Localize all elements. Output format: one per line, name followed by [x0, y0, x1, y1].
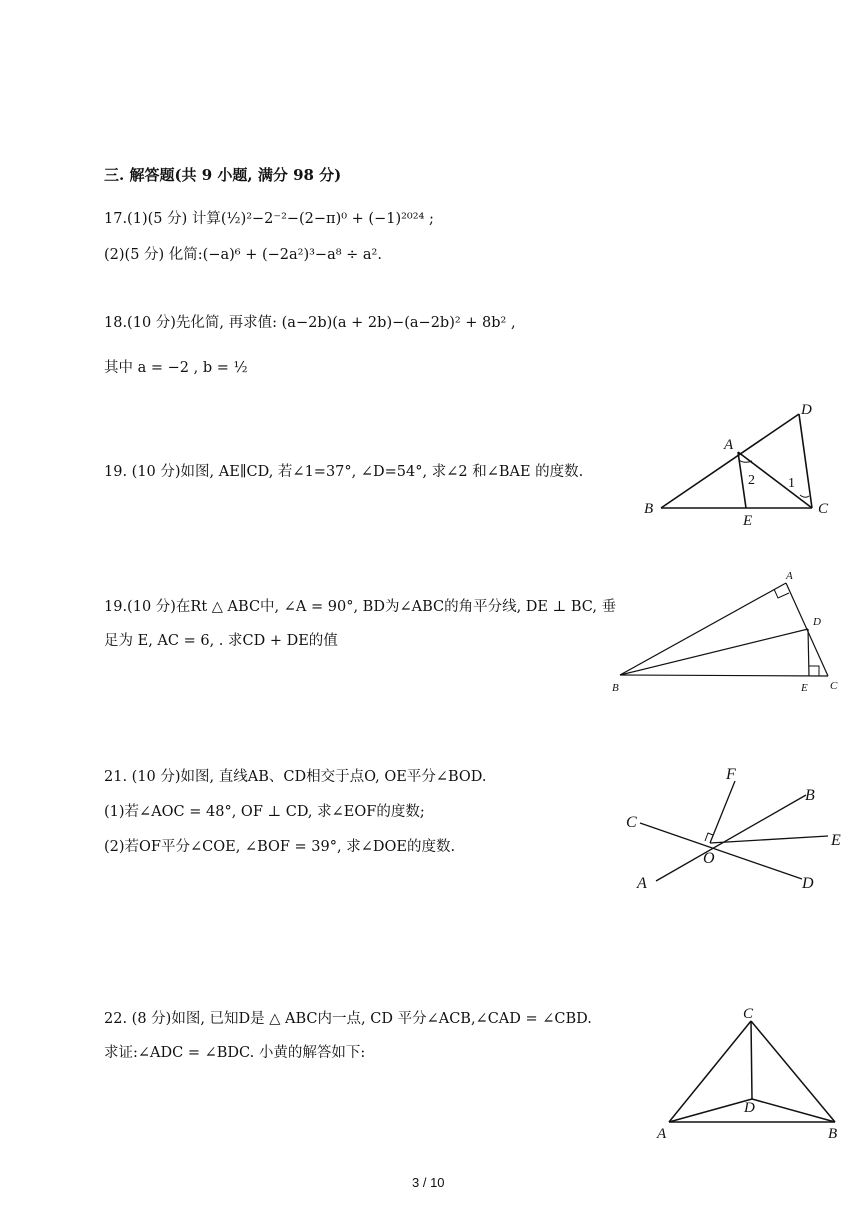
q21-line2: (1)若∠AOC = 48°, OF ⊥ CD, 求∠EOF的度数; [104, 804, 425, 820]
q17-part1: 17.(1)(5 分) 计算(½)²−2⁻²−(2−π)⁰ + (−1)²⁰²⁴ ; [104, 211, 434, 227]
q19a-text: 19. (10 分)如图, AE∥CD, 若∠1=37°, ∠D=54°, 求∠2 和∠BAE 的度数. [104, 464, 584, 480]
q22-label-a: A [657, 1126, 667, 1142]
q21-label-o: O [703, 850, 715, 867]
q19a-label-d: D [801, 402, 812, 418]
q22-label-d: D [744, 1100, 755, 1116]
q19a-label-1: 1 [788, 476, 795, 491]
q19a-label-2: 2 [748, 473, 755, 488]
q19b-label-a: A [786, 570, 793, 582]
page-number: 3 / 10 [412, 1175, 445, 1190]
q19a-label-c: C [818, 501, 829, 517]
q22-line2: 求证:∠ADC = ∠BDC. 小黄的解答如下: [104, 1045, 366, 1061]
q21-label-c: C [626, 814, 637, 831]
q21-label-f: F [726, 766, 736, 783]
q21-figure [618, 757, 850, 897]
q21-line3: (2)若OF平分∠COE, ∠BOF = 39°, 求∠DOE的度数. [104, 839, 456, 855]
q19b-figure [608, 565, 848, 695]
q22-line1: 22. (8 分)如图, 已知D是 △ ABC内一点, CD 平分∠ACB,∠CAD = ∠CBD. [104, 1011, 592, 1027]
q19b-line2: 足为 E, AC = 6, . 求CD + DE的值 [104, 633, 338, 649]
q21-label-a: A [637, 875, 647, 892]
q19a-label-a: A [724, 437, 734, 453]
q17-part2: (2)(5 分) 化简:(−a)⁶ + (−2a²)³−a⁸ ÷ a². [104, 247, 382, 263]
q19a-label-b: B [644, 501, 654, 517]
q22-figure [648, 998, 848, 1143]
q19b-label-e: E [801, 682, 808, 694]
q19a-label-e: E [743, 513, 753, 528]
q21-line1: 21. (10 分)如图, 直线AB、CD相交于点O, OE平分∠BOD. [104, 769, 487, 785]
q18-values: 其中 a = −2 , b = ½ [104, 360, 248, 376]
q18-expression: 18.(10 分)先化简, 再求值: (a−2b)(a + 2b)−(a−2b)² + 8b² , [104, 315, 516, 331]
q22-label-c: C [743, 1006, 754, 1022]
section-title: 三. 解答题(共 9 小题, 满分 98 分) [104, 166, 342, 184]
q19b-label-c: C [830, 680, 838, 692]
q21-label-d: D [802, 875, 814, 892]
q19a-figure [630, 392, 840, 528]
q19b-label-d: D [813, 616, 821, 628]
q19b-label-b: B [612, 682, 619, 694]
q19b-line1: 19.(10 分)在Rt △ ABC中, ∠A = 90°, BD为∠ABC的角平分线, DE ⊥ BC, 垂 [104, 599, 617, 615]
q21-label-b: B [805, 787, 815, 804]
q22-label-b: B [828, 1126, 838, 1142]
q21-label-e: E [831, 832, 841, 849]
